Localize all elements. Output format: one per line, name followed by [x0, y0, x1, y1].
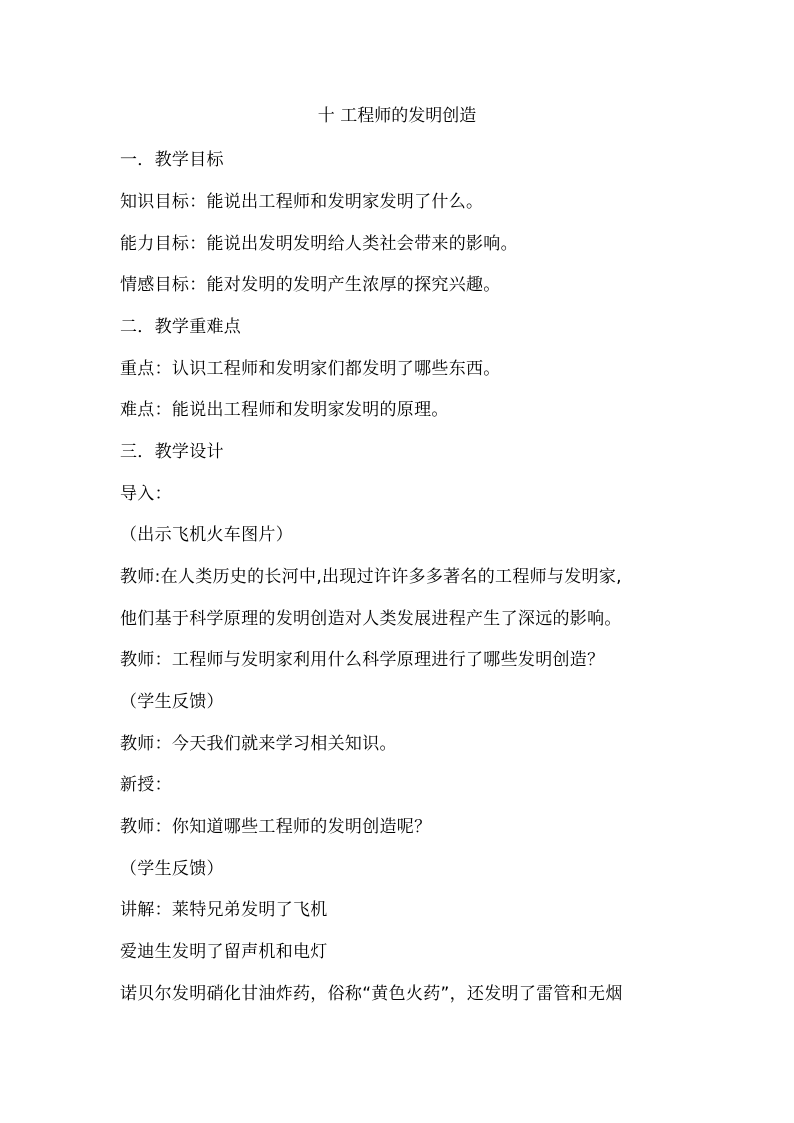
section-heading-objectives: 一．教学目标 — [120, 150, 224, 170]
emotion-objective: 情感目标：能对发明的发明产生浓厚的探究兴趣。 — [120, 275, 501, 295]
paragraph-line: 教师：你知道哪些工程师的发明创造呢？ — [120, 817, 432, 837]
paragraph-line: （出示飞机火车图片） — [120, 525, 293, 545]
difficult-point: 难点：能说出工程师和发明家发明的原理。 — [120, 400, 449, 420]
paragraph-line: 教师:在人类历史的长河中,出现过许许多多著名的工程师与发明家, — [120, 567, 622, 587]
intro-label: 导入： — [120, 484, 172, 504]
paragraph-line: 他们基于科学原理的发明创造对人类发展进程产生了深远的影响。 — [120, 609, 622, 629]
new-lesson-label: 新授： — [120, 775, 172, 795]
paragraph-line: 诺贝尔发明硝化甘油炸药，俗称“黄色火药”，还发明了雷管和无烟 — [120, 984, 623, 1004]
knowledge-objective: 知识目标：能说出工程师和发明家发明了什么。 — [120, 192, 484, 212]
ability-objective: 能力目标：能说出发明发明给人类社会带来的影响。 — [120, 234, 518, 254]
document-title: 十 工程师的发明创造 — [317, 106, 477, 126]
paragraph-line: 教师：工程师与发明家利用什么科学原理进行了哪些发明创造？ — [120, 650, 605, 670]
paragraph-line: 教师：今天我们就来学习相关知识。 — [120, 734, 397, 754]
paragraph-line: （学生反馈） — [120, 859, 224, 879]
paragraph-line: 讲解：莱特兄弟发明了飞机 — [120, 900, 328, 920]
key-point: 重点：认识工程师和发明家们都发明了哪些东西。 — [120, 359, 501, 379]
section-heading-design: 三．教学设计 — [120, 442, 224, 462]
section-heading-key-points: 二．教学重难点 — [120, 317, 242, 337]
paragraph-line: （学生反馈） — [120, 692, 224, 712]
paragraph-line: 爱迪生发明了留声机和电灯 — [120, 942, 328, 962]
